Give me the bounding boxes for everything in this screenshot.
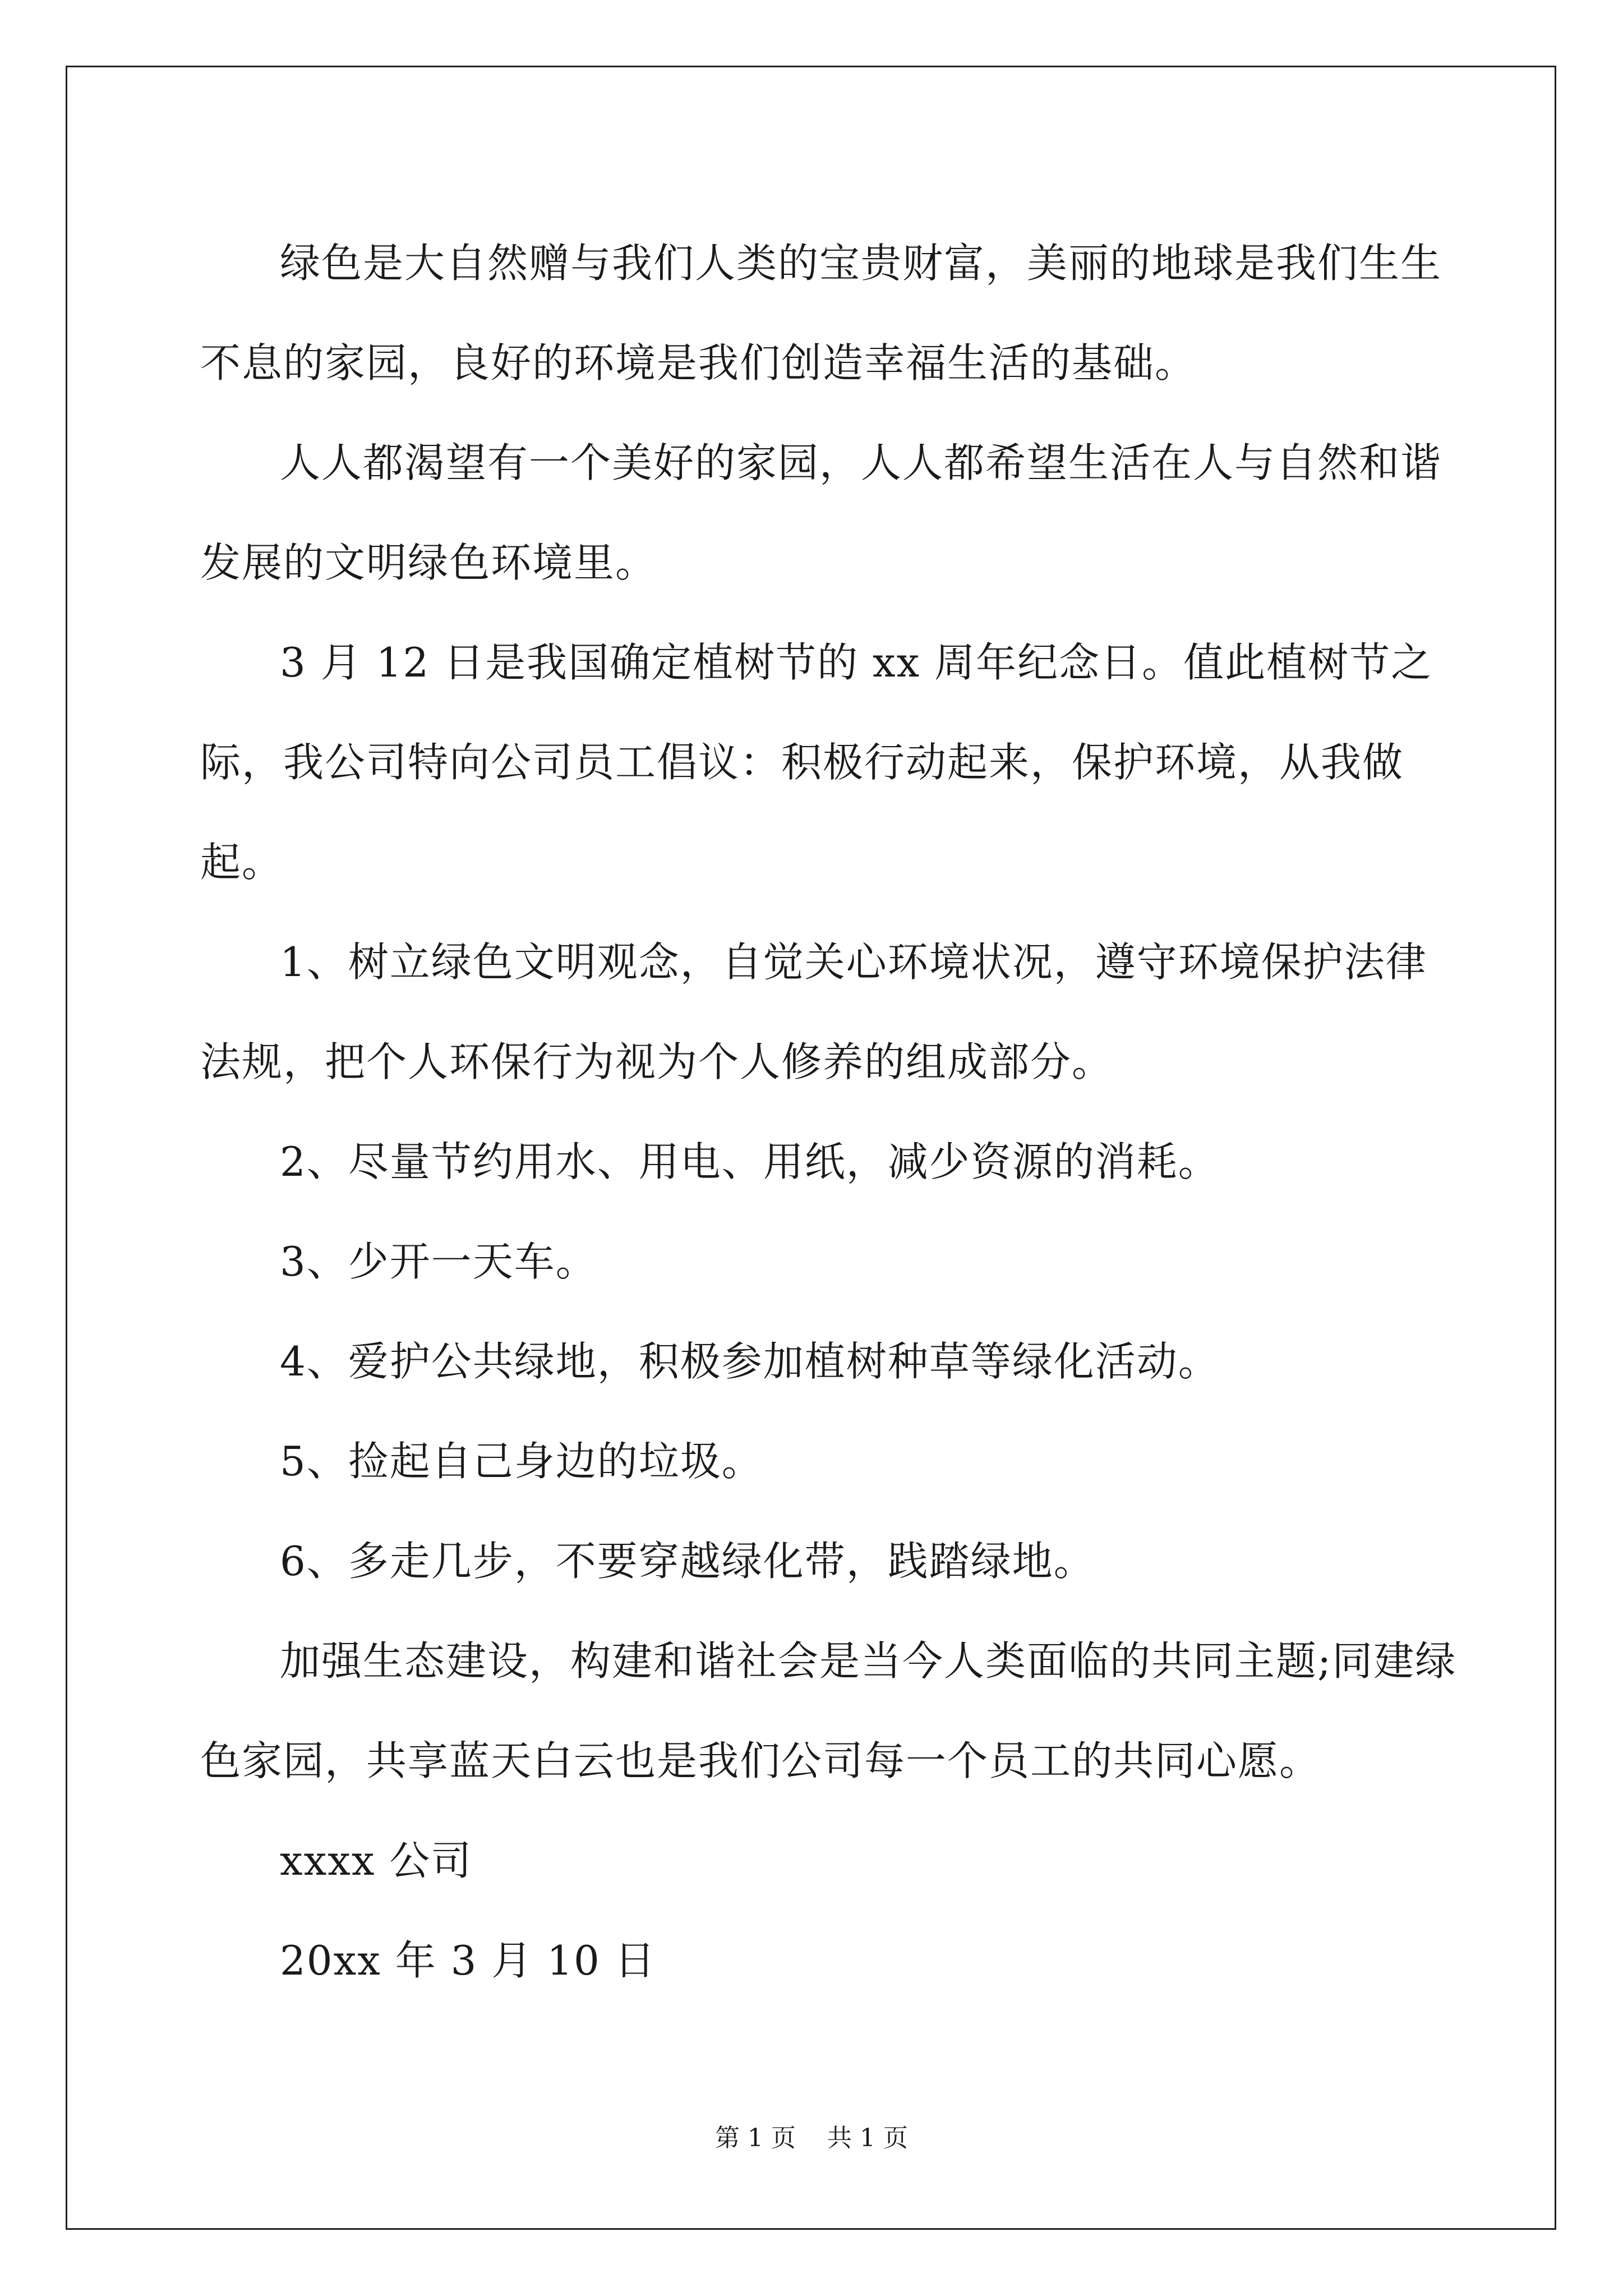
paragraph-hope: 人人都渴望有一个美好的家园，人人都希望生活在人与自然和谐发展的文明绿色环境里。 (200, 439, 1442, 586)
list-item-1: 1、树立绿色文明观念，自觉关心环境状况，遵守环境保护法律法规，把个人环保行为视为个人修养的组成部分。 (200, 938, 1427, 1085)
paragraph-proposal: 3 月 12 日是我国确定植树节的 xx 周年纪念日。值此植树节之际，我公司特向公司员工倡议：积极行动起来，保护环境，从我做起。 (200, 639, 1433, 886)
page-number-current: 第 1 页 (715, 2124, 796, 2152)
signature-company: xxxx 公司 (280, 1837, 473, 1884)
list-item-4: 4、爱护公共绿地，积极参加植树种草等绿化活动。 (280, 1338, 1220, 1385)
signature-date: 20xx 年 3 月 10 日 (280, 1937, 656, 1984)
paragraph-intro: 绿色是大自然赠与我们人类的宝贵财富，美丽的地球是我们生生不息的家园，良好的环境是我们创造幸福生活的基础。 (200, 240, 1442, 386)
list-item-6: 6、多走几步，不要穿越绿化带，践踏绿地。 (280, 1538, 1095, 1585)
page-number-total: 共 1 页 (827, 2124, 908, 2152)
document-body (200, 213, 1468, 2010)
list-item-2: 2、尽量节约用水、用电、用纸，减少资源的消耗。 (280, 1138, 1220, 1185)
page-footer (0, 2122, 1623, 2155)
list-item-5: 5、捡起自己身边的垃圾。 (280, 1438, 763, 1485)
list-item-3: 3、少开一天车。 (280, 1238, 597, 1285)
paragraph-conclusion: 加强生态建设，构建和谐社会是当今人类面临的共同主题;同建绿色家园，共享蓝天白云也是我们公司每一个员工的共同心愿。 (200, 1637, 1457, 1784)
